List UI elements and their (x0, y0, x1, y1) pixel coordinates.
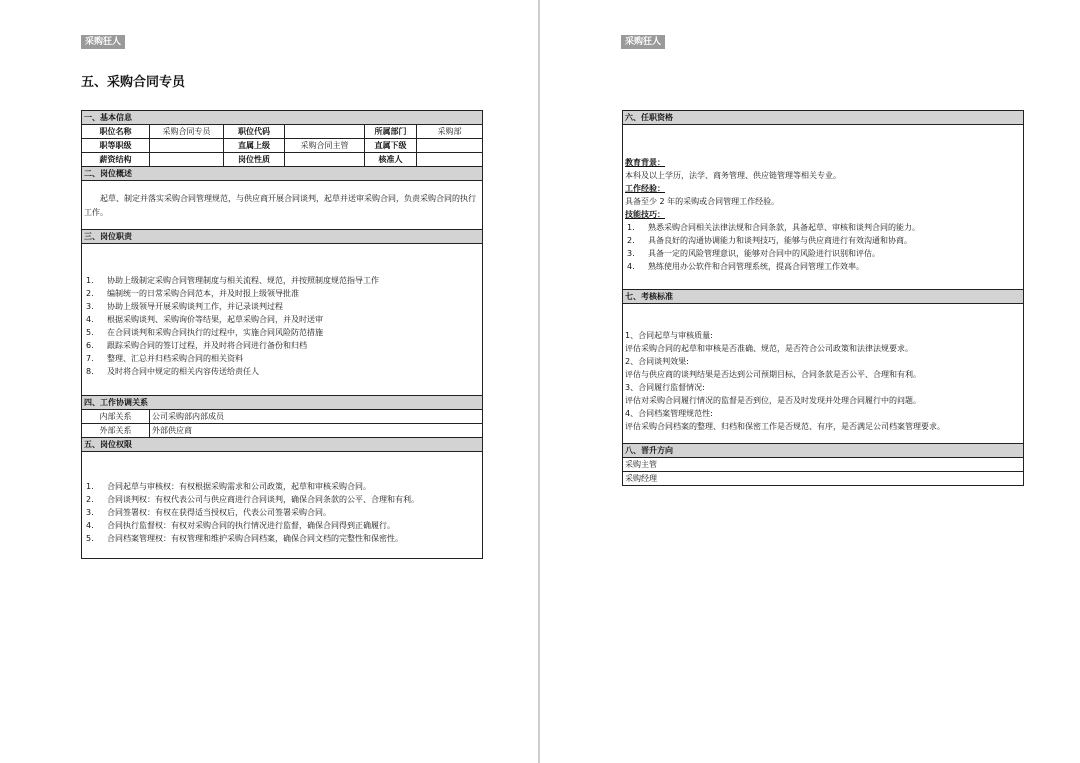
label-cell: 直属下级 (365, 139, 417, 153)
table-row (82, 125, 483, 139)
label-cell: 岗位性质 (224, 153, 285, 167)
table-row (82, 139, 483, 153)
criteria-cell (623, 304, 1024, 444)
duties-cell (82, 244, 483, 396)
section-header-duties: 三、岗位职责 (82, 230, 483, 244)
list-item: 4. 根据采购谈判、采购询价等结果，起草采购合同，并及时送审 (86, 314, 323, 324)
list-item: 5. 合同档案管理权：有权管理和维护采购合同档案，确保合同文档的完整性和保密性。 (86, 533, 403, 543)
education-text: 本科及以上学历，法学、商务管理、供应链管理等相关专业。 (625, 170, 841, 180)
label-cell: 职等职级 (82, 139, 150, 153)
list-item: 8. 及时将合同中规定的相关内容传送给责任人 (86, 366, 259, 376)
criteria-line: 3、合同履行监督情况: (625, 382, 705, 392)
criteria-line: 评估对采购合同履行情况的监督是否到位，是否及时发现并处理合同履行中的问题。 (625, 395, 921, 405)
section-header-basic: 一、基本信息 (82, 111, 483, 125)
section-header-qualifications: 六、任职资格 (623, 111, 1024, 125)
authority-list (84, 480, 480, 545)
section-header-relations: 四、工作协调关系 (82, 396, 483, 410)
criteria-line: 评估采购合同档案的整理、归档和保密工作是否规范、有序，是否满足公司档案管理要求。 (625, 421, 945, 431)
label-cell: 外部关系 (82, 424, 150, 438)
table-row (82, 153, 483, 167)
list-item: 6. 跟踪采购合同的签订过程，并及时将合同进行备份和归档 (86, 340, 307, 350)
education-label: 教育背景： (625, 157, 665, 167)
value-cell: 采购合同主管 (285, 139, 365, 153)
section-header-criteria: 七、考核标准 (623, 290, 1024, 304)
promotion-item: 采购经理 (623, 472, 1024, 486)
value-cell (417, 139, 483, 153)
list-item: 3. 具备一定的风险管理意识，能够对合同中的风险进行识别和评估。 (627, 248, 880, 258)
list-item: 2. 编制统一的日常采购合同范本，并及时报上级领导批准 (86, 288, 299, 298)
brand-badge: 采购狂人 (81, 35, 125, 49)
overview-text: 起草、制定并落实采购合同管理规范，与供应商开展合同谈判，起草并送审采购合同，负责采购合同的执行工作。 (84, 194, 476, 217)
job-requirements-table (622, 110, 1024, 486)
page-left (0, 0, 538, 763)
duties-list (84, 274, 480, 378)
list-item: 4. 熟练使用办公软件和合同管理系统，提高合同管理工作效率。 (627, 261, 864, 271)
value-cell (285, 125, 365, 139)
criteria-line: 2、合同谈判效果: (625, 356, 689, 366)
label-cell: 职位代码 (224, 125, 285, 139)
value-cell: 采购部 (417, 125, 483, 139)
value-cell: 公司采购部内部成员 (150, 410, 483, 424)
list-item: 1. 协助上级制定采购合同管理制度与相关流程、规范，并按照制度规范指导工作 (86, 275, 379, 285)
criteria-line: 评估采购合同的起草和审核是否准确、规范，是否符合公司政策和法律法规要求。 (625, 343, 913, 353)
label-cell: 职位名称 (82, 125, 150, 139)
section-header-promotion: 八、晋升方向 (623, 444, 1024, 458)
section-header-authority: 五、岗位权限 (82, 438, 483, 452)
label-cell: 内部关系 (82, 410, 150, 424)
page-right (540, 0, 1080, 763)
skills-label: 技能技巧： (625, 209, 665, 219)
experience-label: 工作经验： (625, 183, 665, 193)
value-cell: 采购合同专员 (150, 125, 224, 139)
table-row (82, 424, 483, 438)
qualifications-cell (623, 125, 1024, 290)
list-item: 3. 合同签署权：有权在获得适当授权后，代表公司签署采购合同。 (86, 507, 331, 517)
criteria-line: 评估与供应商的谈判结果是否达到公司预期目标，合同条款是否公平、合理和有利。 (625, 369, 921, 379)
list-item: 2. 具备良好的沟通协调能力和谈判技巧，能够与供应商进行有效沟通和协商。 (627, 235, 912, 245)
authority-cell (82, 452, 483, 559)
brand-badge: 采购狂人 (621, 35, 665, 49)
criteria-line: 1、合同起草与审核质量: (625, 330, 713, 340)
job-description-table (81, 110, 483, 559)
page-title: 五、采购合同专员 (81, 75, 186, 90)
promotion-item: 采购主管 (623, 458, 1024, 472)
list-item: 7. 整理、汇总并归档采购合同的相关资料 (86, 353, 243, 363)
table-row (82, 410, 483, 424)
list-item: 3. 协助上级领导开展采购谈判工作，并记录谈判过程 (86, 301, 283, 311)
skills-list (625, 221, 1021, 273)
value-cell (417, 153, 483, 167)
label-cell: 所属部门 (365, 125, 417, 139)
list-item: 1. 熟悉采购合同相关法律法规和合同条款，具备起草、审核和谈判合同的能力。 (627, 222, 920, 232)
value-cell (150, 139, 224, 153)
list-item: 5. 在合同谈判和采购合同执行的过程中，实施合同风险防范措施 (86, 327, 323, 337)
value-cell (285, 153, 365, 167)
label-cell: 直属上级 (224, 139, 285, 153)
list-item: 2. 合同谈判权：有权代表公司与供应商进行合同谈判，确保合同条款的公平、合理和有利。 (86, 494, 419, 504)
label-cell: 薪资结构 (82, 153, 150, 167)
overview-cell (82, 181, 483, 230)
list-item: 1. 合同起草与审核权：有权根据采购需求和公司政策，起草和审核采购合同。 (86, 481, 371, 491)
list-item: 4. 合同执行监督权：有权对采购合同的执行情况进行监督，确保合同得到正确履行。 (86, 520, 395, 530)
experience-text: 具备至少 2 年的采购或合同管理工作经验。 (625, 196, 780, 206)
label-cell: 核准人 (365, 153, 417, 167)
section-header-overview: 二、岗位概述 (82, 167, 483, 181)
value-cell (150, 153, 224, 167)
criteria-line: 4、合同档案管理规范性: (625, 408, 713, 418)
value-cell: 外部供应商 (150, 424, 483, 438)
